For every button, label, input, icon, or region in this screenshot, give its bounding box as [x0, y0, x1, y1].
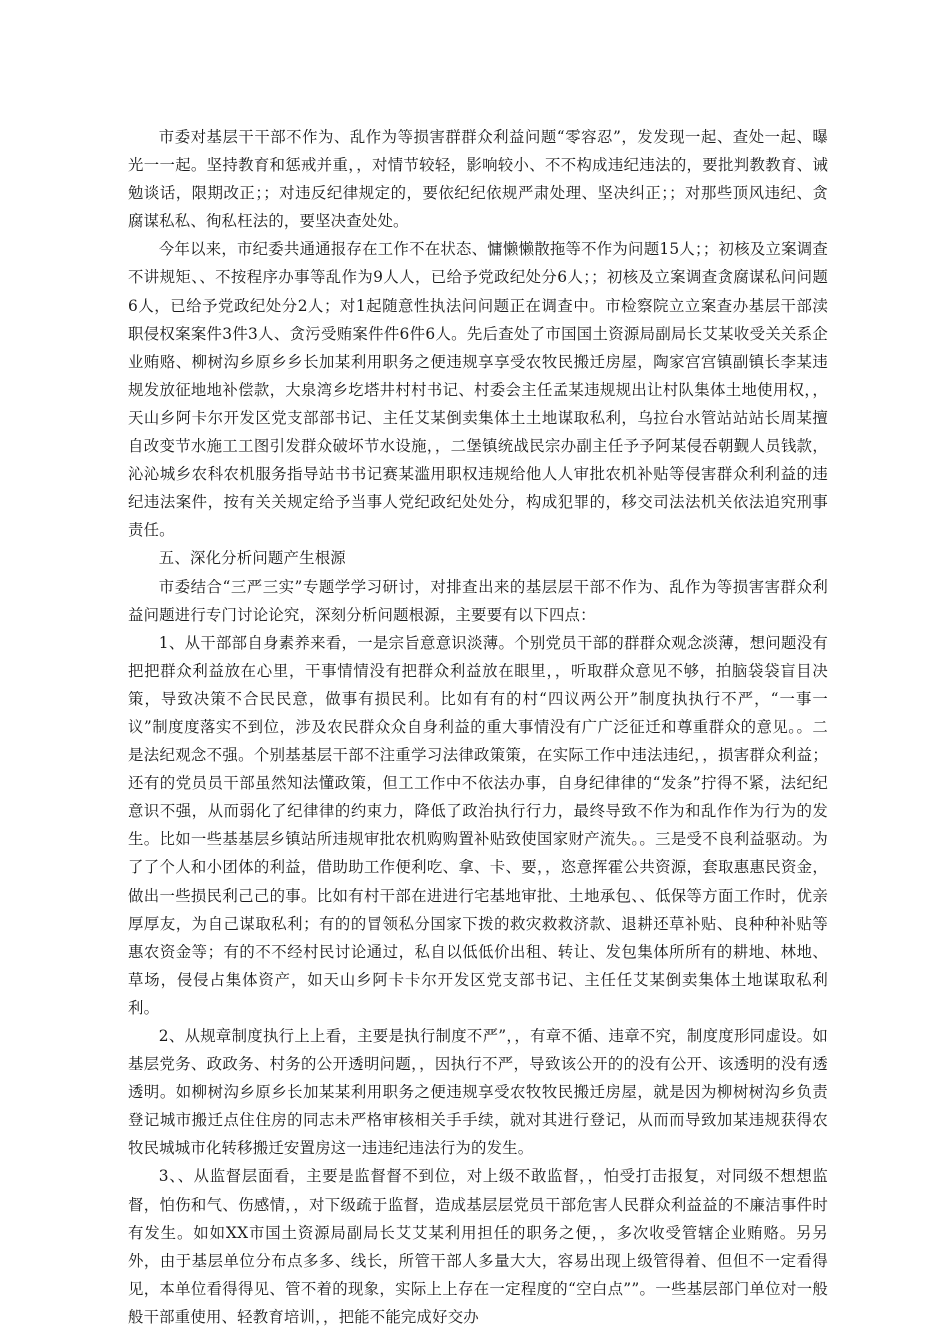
paragraph-zero-tolerance: 市委对基层干干部不作为、乱作为等损害群群众利益问题“零容忍”，发发现一起、查处一起、曝光一一起。坚持教育和惩戒并重，，对情节较轻，影响较小、不不构成违纪违法的，要批判教教育、诫勉谈话，限期改正；；对违反纪律规定的，要依纪纪依规严肃处理、坚决纠正；；对那些顶风违纪、贪腐谋私私、徇私枉法的，要坚决查处处。 [128, 128, 828, 231]
paragraph-intro-four-points: 市委结合“三严三实”专题学学习研讨，对排查出来的基层层干部不作为、乱作为等损害害群众利益问题进行专门讨论论究，深刻分析问题根源，主要要有以下四点： [128, 577, 828, 624]
paragraph-point-one: 1、从干部部自身素养来看，一是宗旨意意识淡薄。个别党员干部的群群众观念淡薄，想问题没有把把群众利益放在心里，干事情情没有把群众利益放在眼里，，听取群众意见不够，拍脑袋袋盲目决策，导致决策不合民民意，做事有损民利。比如有有的村“四议两公开”制度执执行不严，“一事一议”制度度落实不到位，涉及农民群众众自身利益的重大事情没有广广泛征迁和尊重群众的意见。。二是法纪观念不强。个别基基层干部不注重学习法律政策策，在实际工作中违法违纪，，损害群众利益；还有的党员员干部虽然知法懂政策，但工工作中不依法办事，自身纪律律的“发条”拧得不紧，法纪纪意识不强，从而弱化了纪律律的约束力，降低了政治执行行力，最终导致不作为和乱作作为行为的发生。比如一些基基层乡镇站所违规审批农机购购置补贴致使国家财产流失。。三是受不良利益驱动。为了了个人和小团体的利益，借助助工作便利吃、拿、卡、要，，恣意挥霍公共资源，套取惠惠民资金，做出一些损民利己己的事。比如有村干部在进进行宅基地审批、土地承包、、低保等方面工作时，优亲厚厚友，为自己谋取私利；有的的冒领私分国家下拨的救灾救救济款、退耕还草补贴、良种种补贴等惠农资金等；有的不不经村民讨论通过，私自以低低价出租、转让、发包集体所所有的耕地、林地、草场，侵侵占集体资产，如天山乡阿卡卡尔开发区党支部书记、主任任艾某倒卖集体土地谋取私利利。 [128, 633, 828, 1017]
paragraph-point-two: 2、从规章制度执行上上看，主要是执行制度不严”，，有章不循、违章不究，制度度形同虚设。如基层党务、政政务、村务的公开透明问题，，因执行不严，导致该公开的的没有公开、该透明的没有透透明。如柳树沟乡原乡长加某某利用职务之便违规享受农牧牧民搬迁房屋，就是因为柳树树沟乡负责登记城市搬迁点住住房的同志未严格审核相关手手续，就对其进行登记，从而而导致加某违规获得农牧民城城市化转移搬迁安置房这一违违纪违法行为的发生。 [128, 1027, 828, 1158]
paragraph-this-year-cases: 今年以来，市纪委共通通报存在工作不在状态、慵懒懒散拖等不作为问题15人；；初核及立案调查不讲规矩、、不按程序办事等乱作为9人人，已给予党政纪处分6人；；初核及立案调查贪腐谋私问问题6人，已给予党政纪处分2人；对1起随意性执法问问题正在调查中。市检察院立立案查办基层干部渎职侵权案案件3件3人、贪污受贿案件件6件6人。先后查处了市国国土资源局副局长艾某收受关关系企业贿赂、柳树沟乡原乡乡长加某利用职务之便违规享享受农牧民搬迁房屋，陶家宫宫镇副镇长李某违规发放征地地补偿款，大泉湾乡圪塔井村村书记、村委会主任孟某违规规出让村队集体土地使用权，，天山乡阿卡尔开发区党支部部书记、主任艾某倒卖集体土土地谋取私利，乌拉台水管站站站长周某擅自改变节水施工工图引发群众破坏节水设施，，二堡镇统战民宗办副主任予予阿某侵吞朝觐人员钱款，沁沁城乡农科农机服务指导站书书记赛某滥用职权违规给他人人审批农机补贴等侵害群众利利益的违纪违法案件，按有关关规定给予当事人党纪政纪处处分，构成犯罪的，移交司法法机关依法追究刑事责任。 [128, 240, 828, 540]
paragraph-point-three: 3、、从监督层面看，主要是监督督不到位，对上级不敢监督，，怕受打击报复，对同级不想想监督，怕伤和气、伤感情，，对下级疏于监督，造成基层层党员干部危害人民群众利益益的不廉洁事件时有发生。如如XX市国土资源局副局长艾艾某利用担任的职务之便，，多次收受管辖企业贿赂。另另外，由于基层单位分布点多多、线长，所管干部人多量大大，容易出现上级管得着、但但不一定看得见，本单位看得得见、管不着的现象，实际上上存在一定程度的“空白点””。一些基层部门单位对一般般干部重使用、轻教育培训，，把能不能完成好交办 [128, 1167, 828, 1326]
document-body [128, 123, 828, 1331]
section-heading-five: 五、深化分析问题产生根源 [158, 549, 346, 568]
